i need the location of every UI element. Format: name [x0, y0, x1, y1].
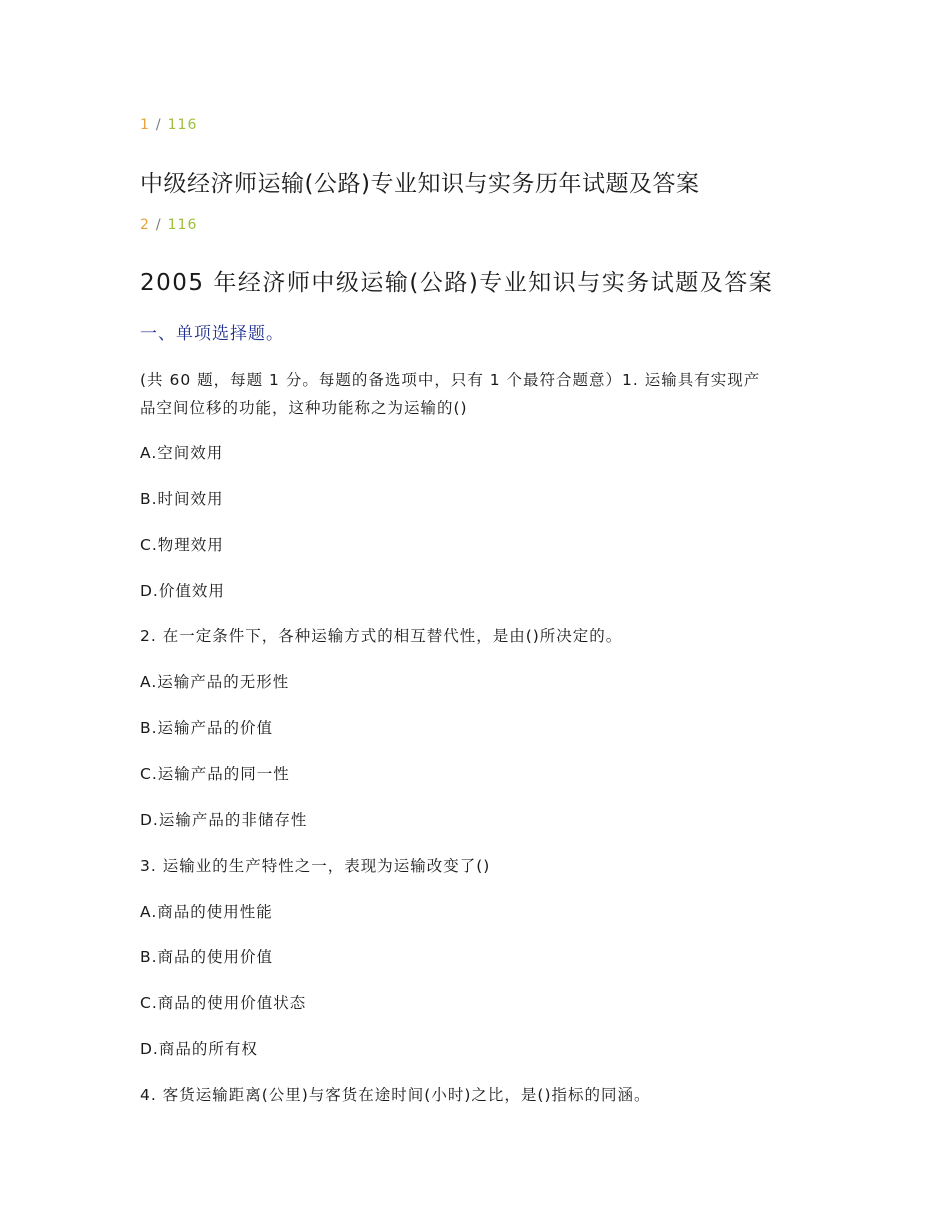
q4-stem: 4. 客货运输距离(公里)与客货在途时间(小时)之比，是()指标的同涵。	[140, 1086, 651, 1104]
page-separator: /	[155, 217, 162, 233]
page-current: 1	[140, 117, 150, 133]
q3-option-d: D.商品的所有权	[140, 1040, 258, 1058]
q1-option-c: C.物理效用	[140, 536, 224, 554]
q3-option-c: C.商品的使用价值状态	[140, 994, 307, 1012]
q3-stem: 3. 运输业的生产特性之一，表现为运输改变了()	[140, 857, 491, 875]
exam-title: 2005 年经济师中级运输(公路)专业知识与实务试题及答案	[140, 270, 774, 296]
q1-option-d: D.价值效用	[140, 582, 225, 600]
section-heading: 一、单项选择题。	[140, 324, 284, 344]
intro-text-cont: 品空间位移的功能，这种功能称之为运输的()	[140, 399, 468, 417]
page-number-1	[140, 117, 197, 133]
document-title: 中级经济师运输(公路)专业知识与实务历年试题及答案	[140, 171, 700, 197]
page-number-2	[140, 217, 197, 233]
q2-stem: 2. 在一定条件下，各种运输方式的相互替代性，是由()所决定的。	[140, 627, 623, 645]
intro-text: (共 60 题，每题 1 分。每题的备选项中，只有 1 个最符合题意）1. 运输具有实现产	[140, 371, 761, 389]
q1-option-a: A.空间效用	[140, 444, 224, 462]
page-total: 116	[167, 217, 198, 233]
q2-option-a: A.运输产品的无形性	[140, 673, 290, 691]
q2-option-b: B.运输产品的价值	[140, 719, 274, 737]
page-separator: /	[155, 117, 162, 133]
q2-option-c: C.运输产品的同一性	[140, 765, 290, 783]
page-total: 116	[167, 117, 198, 133]
q1-option-b: B.时间效用	[140, 490, 224, 508]
page-current: 2	[140, 217, 150, 233]
q3-option-b: B.商品的使用价值	[140, 948, 274, 966]
q2-option-d: D.运输产品的非储存性	[140, 811, 308, 829]
q3-option-a: A.商品的使用性能	[140, 903, 273, 921]
